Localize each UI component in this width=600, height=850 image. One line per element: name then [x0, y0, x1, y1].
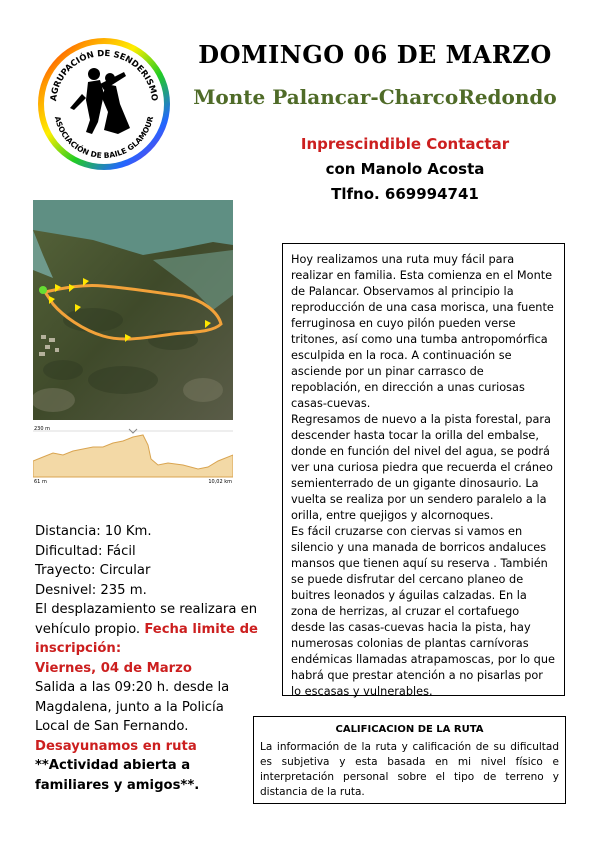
info-deadline-label: Fecha limite de inscripción:: [35, 621, 258, 656]
description-paragraph: Regresamos de nuevo a la pista forestal, para descender hasta tocar la orilla del embalse, donde en función del nivel del agua, se podrá ver una curiosa piedra que recuerda el cráneo semienterrado de un gigante dinosaurio. La vuelta se realiza por un sendero paralelo a la orilla, entre quejigos y alcornoques.: [291, 413, 553, 522]
info-elevation: Desnivel: 235 m.: [35, 582, 147, 598]
profile-min-label: 61 m: [34, 479, 47, 485]
route-rating-box: [253, 716, 566, 804]
profile-distance-label: 10,02 km: [208, 479, 232, 485]
rating-title: CALIFICACION DE LA RUTA: [335, 724, 484, 735]
route-name-title: Monte Palancar-CharcoRedondo: [193, 85, 557, 109]
info-breakfast: Desayunamos en ruta: [35, 738, 197, 754]
info-distance: Distancia: 10 Km.: [35, 524, 152, 539]
event-date-title: DOMINGO 06 DE MARZO: [198, 40, 552, 69]
description-paragraph: Es fácil cruzarse con ciervas si vamos en silencio y una manada de borricos andaluces mansos que tienen aquí su reserva . También se puede disfrutar del cercano planeo de buitres leonados y águilas calzadas. En la zona de herrizas, al cruzar el cortafuego desde las casas-cuevas hacia la pista, hay numerosas colonias de plantas carnívoras endémicas llamadas atrapamoscas, por lo que habrá que prestar atención a no pisarlas por lo escasas y vulnerables.: [291, 525, 555, 698]
route-info: [35, 522, 260, 795]
profile-max-label: 230 m: [34, 426, 51, 432]
info-deadline-date: Viernes, 04 de Marzo: [35, 660, 192, 676]
club-logo: [34, 34, 174, 174]
elevation-profile: [33, 425, 233, 485]
contact-alert: Inprescindible Contactar: [300, 135, 510, 153]
logo-top-text: AGRUPACIÓN DE SENDERISMO: [49, 48, 160, 102]
info-transport: El desplazamiento se realizara en vehículo propio.: [35, 602, 258, 637]
info-route-type: Trayecto: Circular: [35, 563, 151, 578]
description-paragraph: Hoy realizamos una ruta muy fácil para realizar en familia. Esta comienza en el Monte de Palancar. Observamos al principio la reproducción de una casa morisca, una fuente ferruginosa en cuyo pilón pueden verse tritones, así como una tumba antropomórfica esculpida en la roca. A continuación se asciende por un pinar carrasco de repoblación, en dirección a unas curiosas casas-cuevas.: [291, 253, 554, 410]
route-description: [282, 243, 565, 696]
info-open-activity: **Actividad abierta a familiares y amigos**.: [35, 758, 200, 793]
start-marker-icon: [39, 286, 47, 294]
logo-bottom-text: ASOCIACIÓN DE BAILE GLAMOUR: [52, 115, 156, 161]
info-departure: Salida a las 09:20 h. desde la Magdalena, junto a la Policía Local de San Fernando.: [35, 680, 230, 734]
info-difficulty: Dificultad: Fácil: [35, 543, 136, 559]
rating-text: La información de la ruta y calificación de su dificultad es subjetiva y esta basada en mi nivel físico e interpretación personal sobre el tipo de terreno y distancia de la ruta.: [260, 741, 559, 798]
contact-phone: Tlfno. 669994741: [331, 185, 479, 203]
route-satellite-map: [33, 200, 233, 420]
contact-person: con Manolo Acosta: [325, 160, 485, 178]
